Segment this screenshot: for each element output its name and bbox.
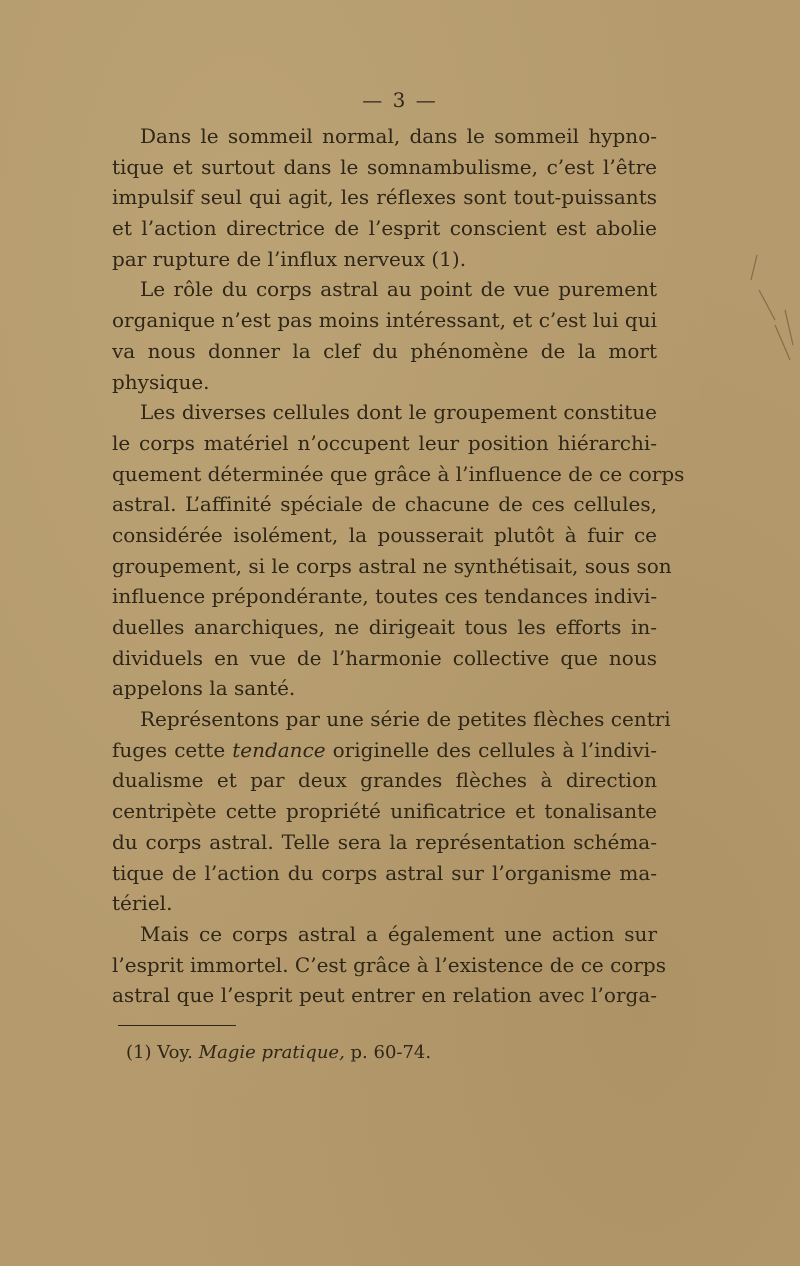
text-line: influence prépondérante, toutes ces tendances indivi- <box>112 584 658 609</box>
text-line: l’esprit immortel. C’est grâce à l’existence de ce corps <box>112 952 666 977</box>
text-line: tique et surtout dans le somnambulisme, c’est l’être <box>112 154 657 179</box>
text-line: considérée isolément, la pousserait plutôt à fuir ce <box>112 522 657 547</box>
footnote-marker: (1) Voy. <box>126 1042 193 1063</box>
footnote-pages: p. 60-74. <box>350 1042 432 1063</box>
paragraph <box>112 121 657 274</box>
text-line: centripète cette propriété unificatrice et tonalisante <box>112 799 657 824</box>
italic-word: tendance <box>232 737 326 762</box>
text-fragment: fuges cette <box>112 737 226 762</box>
text-line: le corps matériel n’occupent leur position hiérarchi- <box>112 430 657 455</box>
text-line: dividuels en vue de l’harmonie collective que nous <box>112 645 657 670</box>
text-line: groupement, si le corps astral ne synthétisait, sous son <box>112 553 672 578</box>
text-line: appelons la santé. <box>112 676 296 701</box>
text-line: Le rôle du corps astral au point de vue purement <box>140 277 657 302</box>
text-line: physique. <box>112 369 210 394</box>
text-line: par rupture de l’influx nerveux (1). <box>112 246 467 271</box>
text-line: quement déterminée que grâce à l’influence de ce corps <box>112 461 685 486</box>
text-line: Représentons par une série de petites flèches centri <box>140 707 671 732</box>
footnote-title: Magie pratique, <box>198 1042 345 1063</box>
text-line: tériel. <box>112 891 173 916</box>
paragraph <box>112 919 666 1011</box>
paragraph <box>112 274 657 397</box>
footnote <box>126 1040 431 1066</box>
text-line: duelles anarchiques, ne dirigeait tous les efforts in- <box>112 615 657 639</box>
text-line: astral que l’esprit peut entrer en relation avec l’orga- <box>112 983 657 1008</box>
text-line <box>112 735 657 766</box>
body-text <box>112 121 685 1011</box>
text-line: Les diverses cellules dont le groupement constitue <box>140 400 657 425</box>
text-line: tique de l’action du corps astral sur l’organisme ma- <box>112 860 657 885</box>
paper-damage-mark <box>745 250 795 370</box>
paragraph <box>112 397 685 704</box>
text-line: Dans le sommeil normal, dans le sommeil hypno- <box>140 124 657 148</box>
text-line: Mais ce corps astral a également une action sur <box>140 921 657 946</box>
text-line: du corps astral. Telle sera la représentation schéma- <box>112 829 657 854</box>
paragraph <box>112 704 671 919</box>
text-line: et l’action directrice de l’esprit conscient est abolie <box>112 216 657 241</box>
text-line: organique n’est pas moins intéressant, et c’est lui qui <box>112 308 657 333</box>
text-line: astral. L’affinité spéciale de chacune de ces cellules, <box>112 492 657 517</box>
text-line: va nous donner la clef du phénomène de la mort <box>112 338 657 363</box>
text-line: dualisme et par deux grandes flèches à direction <box>112 768 657 793</box>
text-line: impulsif seul qui agit, les réflexes sont tout-puissants <box>112 185 657 210</box>
footnote-rule <box>118 1025 236 1026</box>
text-fragment: originelle des cellules à l’indivi- <box>332 737 657 762</box>
page-number: — 3 — <box>362 88 438 112</box>
